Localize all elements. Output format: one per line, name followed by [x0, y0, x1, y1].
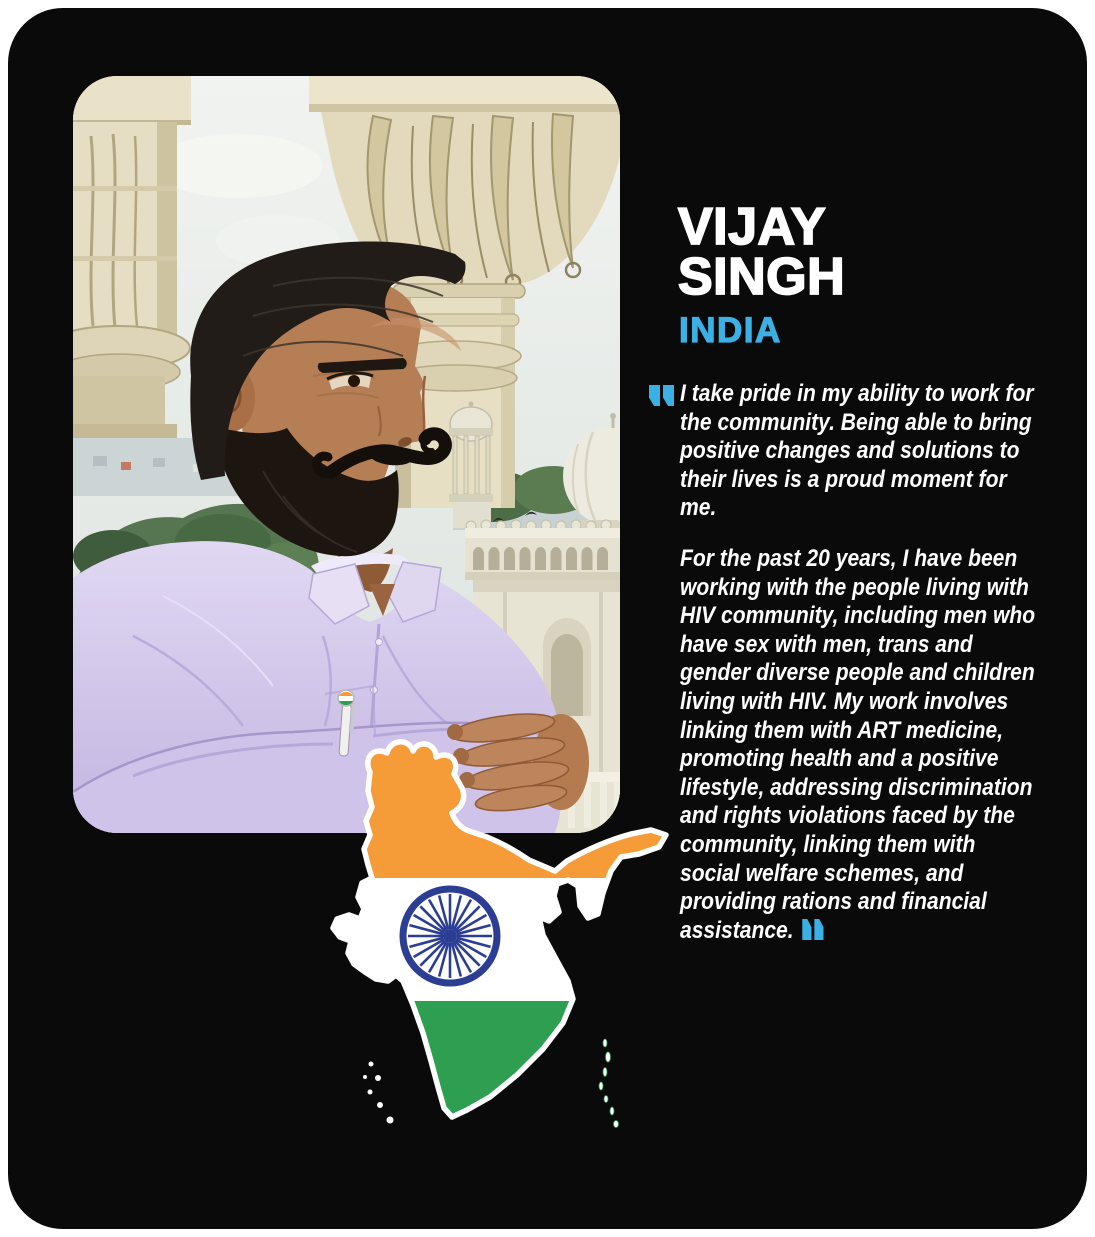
country-label: INDIA	[679, 311, 782, 350]
person-name-line2: SINGH	[678, 248, 846, 306]
andaman-islands	[599, 1039, 619, 1128]
quote-text	[680, 380, 1039, 945]
parapet	[465, 520, 620, 580]
portrait-illustration	[73, 76, 620, 833]
india-map-flag	[308, 728, 688, 1148]
person-name	[678, 198, 846, 306]
ashoka-chakra	[403, 889, 497, 983]
profile-photo	[73, 76, 620, 833]
quote-paragraph-1: I take pride in my ability to work for the community. Being able to bring positive changes and solutions to their lives is a proud moment for me.	[680, 380, 1034, 522]
close-quote-icon	[802, 919, 824, 940]
profile-card	[8, 8, 1087, 1229]
lakshadweep-islands	[363, 1062, 394, 1124]
person-name-line1: VIJAY	[678, 198, 827, 256]
quote-paragraph-2: For the past 20 years, I have been working with the people living with HIV community, including men who have sex with men, trans and gender diverse people and children living with HIV. My work involves linking them with ART medicine, promoting health and a positive lifestyle, addressing discrimination and rights violations faced by the community, linking them with social welfare schemes, and providing rations and financial assistance.	[680, 544, 1036, 944]
open-quote-icon	[649, 385, 674, 406]
